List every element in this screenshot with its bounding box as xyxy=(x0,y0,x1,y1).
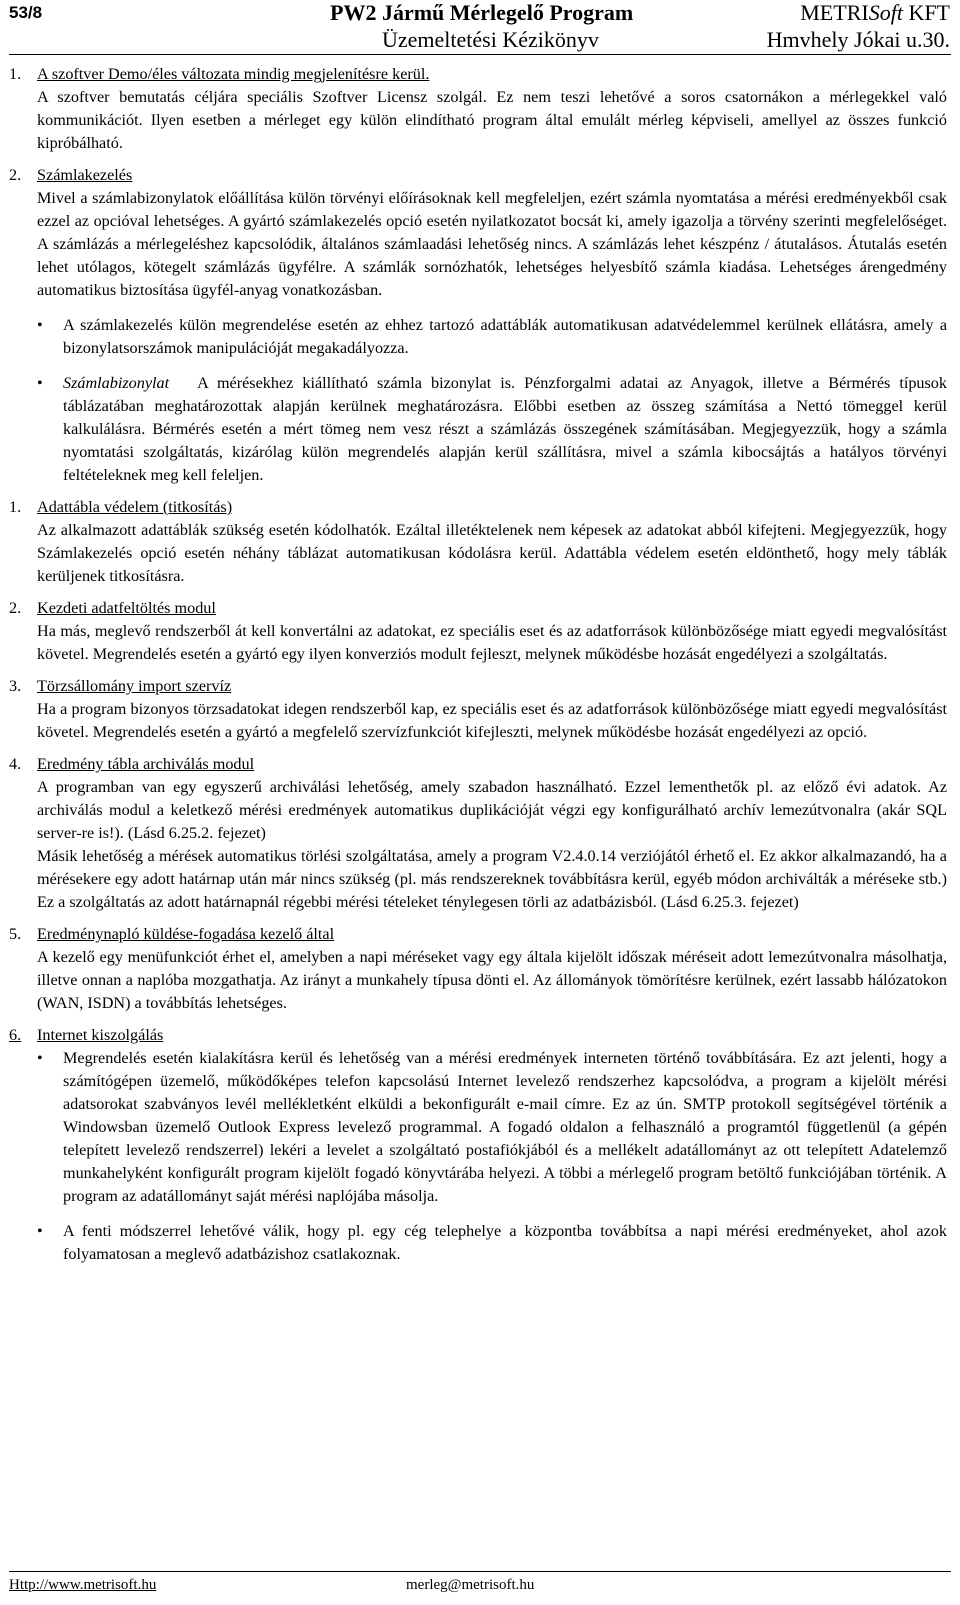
list-item xyxy=(9,1047,947,1208)
section-initial-data xyxy=(9,597,947,666)
section-log-transfer xyxy=(9,923,947,1015)
bullet-marker: • xyxy=(37,1049,43,1067)
section-master-import xyxy=(9,675,947,744)
bullet-marker: • xyxy=(37,374,43,392)
section-table-protection xyxy=(9,496,947,588)
section-text: A programban van egy egyszerű archiválási lehetőség, amely szabadon használható. Ezzel lementhetők pl. az előző évi adatok. Az archiválás modul a keletkező mérési eredmények automatikus duplikációját végzi egy konfigurálható archív lemezútvonalra (akár SQL server-re is!). (Lásd 6.25.2. fejezet) xyxy=(37,778,947,842)
section-title: Adattábla védelem (titkosítás) xyxy=(37,498,233,516)
section-text: Az alkalmazott adattáblák szükség esetén kódolhatók. Ezáltal illetéktelenek nem képesek az adatokat abból kifejteni. Megjegyezzük, hogy Számlakezelés opció esetén néhány táblázat automatikusan kódolásra kerül. Adattábla védelem esetén eldönthető, hogy mely táblák kerüljenek titkosításra. xyxy=(37,521,947,585)
list-item-text: A fenti módszerrel lehetővé válik, hogy pl. egy cég telephelye a központba továbbítsa a napi mérési eredményeket, ahol azok folyamatosan a meglevő adatbázishoz csatlakoznak. xyxy=(63,1222,947,1263)
section-text: A kezelő egy menüfunkciót érhet el, amelyben a napi méréseket vagy egy általa kijelölt időszak méréseit adott lemezútvonalra másolhatja, illetve onnan a naplóba mozgathatja. Az irányt a munkahely típusa dönti el. Az állományok tömörítésre kerülnek, ezért lassabb hálózatokon (WAN, ISDN) a továbbítás lehetséges. xyxy=(37,948,947,1012)
section-number: 2. xyxy=(9,166,22,184)
document-title: PW2 Jármű Mérlegelő Program xyxy=(330,0,634,25)
header-divider xyxy=(9,54,951,55)
section-invoicing xyxy=(9,164,947,302)
section-text: Ha más, meglevő rendszerből át kell konvertálni az adatokat, ez speciális eset és az adatforrások különbözősége miatt egyedi megvalósítást követel. Megrendelés esetén a gyártó egy ilyen konverziós modult fejleszt, melynek működésbe hozását engedélyezi a szolgáltatás. xyxy=(37,622,947,663)
bullet-marker: • xyxy=(37,1222,43,1240)
section-title: A szoftver Demo/éles változata mindig megjelenítésre kerül. xyxy=(37,65,430,83)
website-link[interactable]: Http://www.metrisoft.hu xyxy=(9,1577,157,1593)
term-label: Számlabizonylat xyxy=(63,374,170,392)
section-title: Internet kiszolgálás xyxy=(37,1026,164,1044)
section-archive xyxy=(9,753,947,914)
document-subtitle: Üzemeltetési Kézikönyv xyxy=(382,27,599,52)
page-footer xyxy=(9,1571,951,1605)
list-item xyxy=(9,1220,947,1266)
section-number: 1. xyxy=(9,65,22,83)
section-number: 5. xyxy=(9,925,22,943)
list-item-text: Megrendelés esetén kialakításra kerül és lehetőség van a mérési eredmények interneten történő továbbítására. Ez azt jelenti, hogy a számítógépen üzemelő, működőképes telefon kapcsolású Internet levelező rendszerhez kapcsolódva, a program a kijelölt mérési adatsorokat szabványos levél mellékletként elküldi a bekonfigurált e-mail címre. Ez az ún. SMTP protokoll segítségével történik a Windowsban üzemelő Outlook Express levelező programmal. A fogadó oldalon a felhasználó a programtól függetlenül (a gépén telepített levelező rendszerrel) lekéri a levelet a szolgáltató postafiókjából és a mellékelt adatállományt az ott telepített Adatelemző munkahelyként konfigurált program kijelölt fogadó könyvtárába helyezi. A többi a mérlegelő program betöltő funkciójában történik. A program az adatállományt saját mérési naplójába másolja. xyxy=(63,1049,947,1205)
section-number: 3. xyxy=(9,677,22,695)
document-body xyxy=(9,63,947,1266)
company-address: Hmvhely Jókai u.30. xyxy=(766,27,950,52)
section-title: Kezdeti adatfeltöltés modul xyxy=(37,599,216,617)
section-text: Mivel a számlabizonylatok előállítása külön törvényi előírásoknak kell megfeleljen, ezért számla nyomtatása a mérési eredményekből csak ezzel az opcióval lehetséges. A gyártó számlakezelés opció esetén nyilatkozatot bocsát ki, amely igazolja a törvény szerinti megfelelőséget. A számlázás a mérlegeléshez kapcsolódik, általános számlaadási lehetőség nincs. A számlázás lehet készpénz / átutalásos. Átutalás esetén lehet utólagos, kötegelt számlázás ügyfélre. A számlák sornózhatók, lehetséges helyesbítő számla kiadása. Lehetséges árengedmény automatikus biztosítása ügyfél-anyag vonatkozásban. xyxy=(37,189,947,299)
section-text: Másik lehetőség a mérések automatikus törlési szolgáltatása, amely a program V2.4.0.14 verziójától érhető el. Ez akkor alkalmazandó, ha a mérésekere egy adott határnap után már nincs szükség (pl. más rendszereknek továbbításra kerül, egyéb módon archiválták a méréseke stb.) Ez a szolgáltatás az adott határnapnál régebbi mérési tételeket ténylegesen törli az adatbázisból. (Lásd 6.25.3. fejezet) xyxy=(37,847,947,911)
section-title: Eredménynapló küldése-fogadása kezelő által xyxy=(37,925,335,943)
list-item-text: A számlakezelés külön megrendelése esetén az ehhez tartozó adattáblák automatikusan adatvédelemmel kerülnek ellátásra, amely a bizonylatsorszámok manipulációját megakadályozza. xyxy=(63,316,947,357)
section-title: Eredmény tábla archiválás modul xyxy=(37,755,255,773)
list-item-text: A mérésekhez kiállítható számla bizonylat is. Pénzforgalmi adatai az Anyagok, illetve a Bérmérés típusok táblázatában meghatározottak alapján kerülnek meghatározásra. Előbbi esetben az összeg számítása a Nettó tömeggel kerül kalkulálásra. Bérmérés esetén a mért tömeg nem vesz részt a számlázás összegének számításában. Megjegyezzük, hogy a számla nyomtatási szolgáltatás, kizárólag külön megrendelés alapján kerül szállításra, mivel a számla kibocsájtás a hatályos törvényi feltételeknek meg kell feleljen. xyxy=(63,374,947,484)
footer-divider xyxy=(9,1571,951,1572)
company-name: METRISoft KFT xyxy=(800,0,950,25)
list-item xyxy=(9,372,947,487)
page-number: 53/8 xyxy=(9,3,43,22)
bullet-marker: • xyxy=(37,316,43,334)
section-title: Törzsállomány import szervíz xyxy=(37,677,232,695)
section-text: Ha a program bizonyos törzsadatokat idegen rendszerből kap, ez speciális eset és az adatforrások különbözősége miatt egyedi megvalósítást követel. Megrendelés esetén a gyártó a megfelelő szervízfunkciót kifejleszti, melynek működésbe hozását engedélyezi az opció. xyxy=(37,700,947,741)
section-number: 6. xyxy=(9,1026,22,1044)
list-item xyxy=(9,314,947,360)
section-number: 2. xyxy=(9,599,22,617)
page-header xyxy=(0,0,960,54)
section-text: A szoftver bemutatás céljára speciális Szoftver Licensz szolgál. Ez nem teszi lehetővé a soros csatornákon a mérlegekkel való kommunikációt. Ilyen esetben a mérleget egy külön elindítható program által emulált mérleg képviseli, amellyel az összes funkció kipróbálható. xyxy=(37,88,947,152)
section-title: Számlakezelés xyxy=(37,166,133,184)
section-demo xyxy=(9,63,947,155)
section-internet xyxy=(9,1024,947,1047)
section-number: 4. xyxy=(9,755,22,773)
contact-email: merleg@metrisoft.hu xyxy=(406,1577,535,1593)
section-number: 1. xyxy=(9,498,22,516)
